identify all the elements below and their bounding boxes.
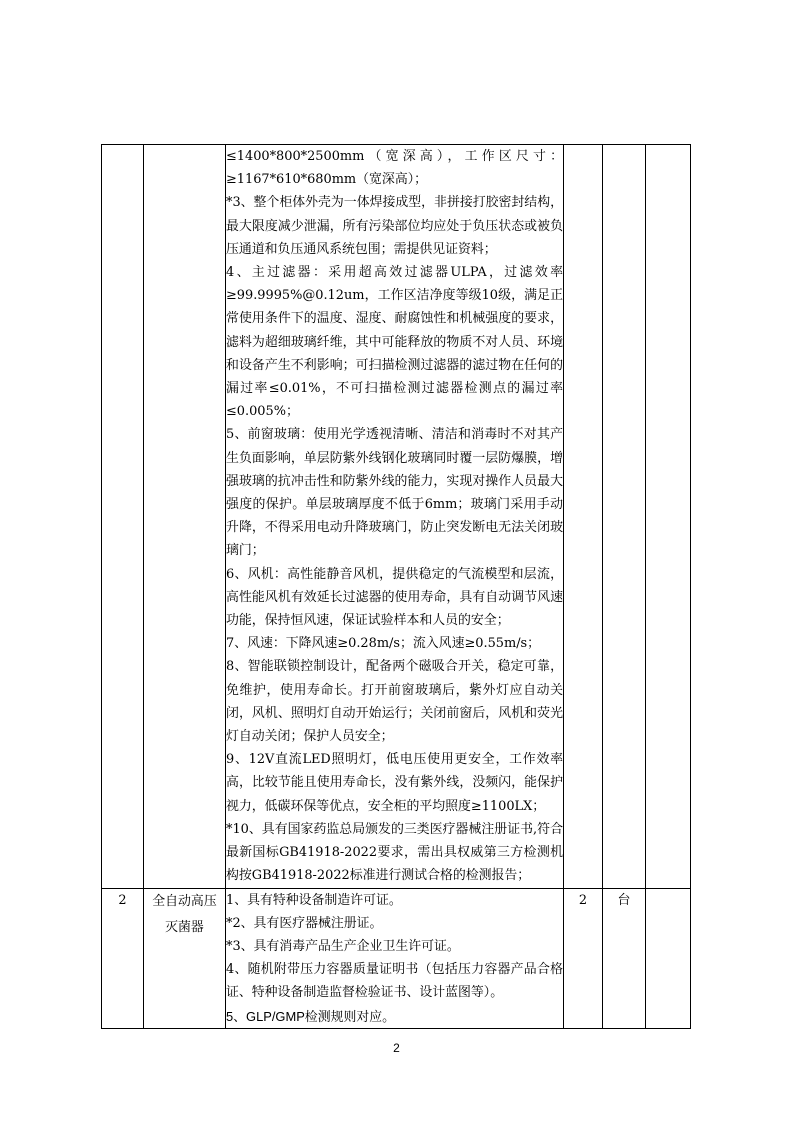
item-quantity-cell: 2: [564, 888, 603, 1028]
item-remark-cell: [646, 145, 691, 889]
item-number-cell: [102, 145, 144, 889]
table-row: [102, 888, 691, 1028]
item-spec-cell: [226, 888, 564, 1028]
item-spec-cell: [226, 145, 564, 889]
spec-paragraph: 4、随机附带压力容器质量证明书（包括压力容器产品合格证、特种设备制造监督检验证书、设计蓝图等）。: [226, 962, 563, 1001]
item-name-cell: 全自动高压灭菌器: [144, 888, 226, 1028]
spec-paragraph: *2、具有医疗器械注册证。: [226, 915, 383, 931]
spec-paragraph: *3、具有消毒产品生产企业卫生许可证。: [226, 938, 460, 954]
item-name-cell: [144, 145, 226, 889]
item-unit-cell: [603, 145, 646, 889]
spec-paragraph: 5、GLP/GMP检测规则对应。: [226, 1008, 396, 1024]
item-quantity-cell: [564, 145, 603, 889]
item-remark-cell: [646, 888, 691, 1028]
spec-paragraph: *10、具有国家药监总局颁发的三类医疗器械注册证书,符合最新国标GB41918-2022要求，需出具权威第三方检测机构按GB41918-2022标准进行测试合格的检测报告；: [226, 821, 563, 884]
spec-paragraph: 8、智能联锁控制设计，配备两个磁吸合开关，稳定可靠，免维护，使用寿命长。打开前窗玻璃后，紫外灯应自动关闭，风机、照明灯自动开始运行；关闭前窗后，风机和荧光灯自动关闭；保护人员安全；: [226, 659, 563, 745]
page-number: 2: [393, 1041, 400, 1055]
spec-paragraph: ≤1400*800*2500mm（宽深高），工作区尺寸：≥1167*610*680mm（宽深高）；: [226, 149, 563, 188]
specification-table: [101, 144, 691, 1029]
spec-paragraph: 5、前窗玻璃：使用光学透视清晰、清洁和消毒时不对其产生负面影响，单层防紫外线钢化玻璃同时覆一层防爆膜，增强玻璃的抗冲击性和防紫外线的能力，实现对操作人员最大强度的保护。单层玻璃厚度不低于6mm；玻璃门采用手动升降，不得采用电动升降玻璃门，防止突发断电无法关闭玻璃门；: [226, 427, 563, 559]
spec-paragraph: 7、风速：下降风速≥0.28m/s；流入风速≥0.55m/s；: [226, 636, 541, 652]
item-unit-cell: 台: [603, 888, 646, 1028]
spec-paragraph: 6、风机：高性能静音风机，提供稳定的气流模型和层流，高性能风机有效延长过滤器的使用寿命，具有自动调节风速功能，保持恒风速，保证试验样本和人员的安全；: [226, 566, 563, 629]
item-number-cell: 2: [102, 888, 144, 1028]
spec-paragraph: 4、主过滤器：采用超高效过滤器ULPA，过滤效率≥99.9995%@0.12um，工作区洁净度等级10级，满足正常使用条件下的温度、湿度、耐腐蚀性和机械强度的要求，滤料为超细玻璃纤维，其中可能释放的物质不对人员、环境和设备产生不利影响；可扫描检测过滤器的滤过物在任何的漏过率≤0.01%，不可扫描检测过滤器检测点的漏过率≤0.005%；: [226, 265, 563, 420]
spec-paragraph: *3、整个柜体外壳为一体焊接成型，非拼接打胶密封结构，最大限度减少泄漏，所有污染部位均应处于负压状态或被负压通道和负压通风系统包围；需提供见证资料；: [226, 195, 563, 257]
spec-paragraph: 9、12V直流LED照明灯，低电压使用更安全，工作效率高，比较节能且使用寿命长，没有紫外线，没频闪，能保护视力，低碳环保等优点，安全柜的平均照度≥1100LX；: [226, 752, 563, 814]
spec-paragraph: 1、具有特种设备制造许可证。: [226, 892, 402, 908]
table-row: [102, 145, 691, 889]
